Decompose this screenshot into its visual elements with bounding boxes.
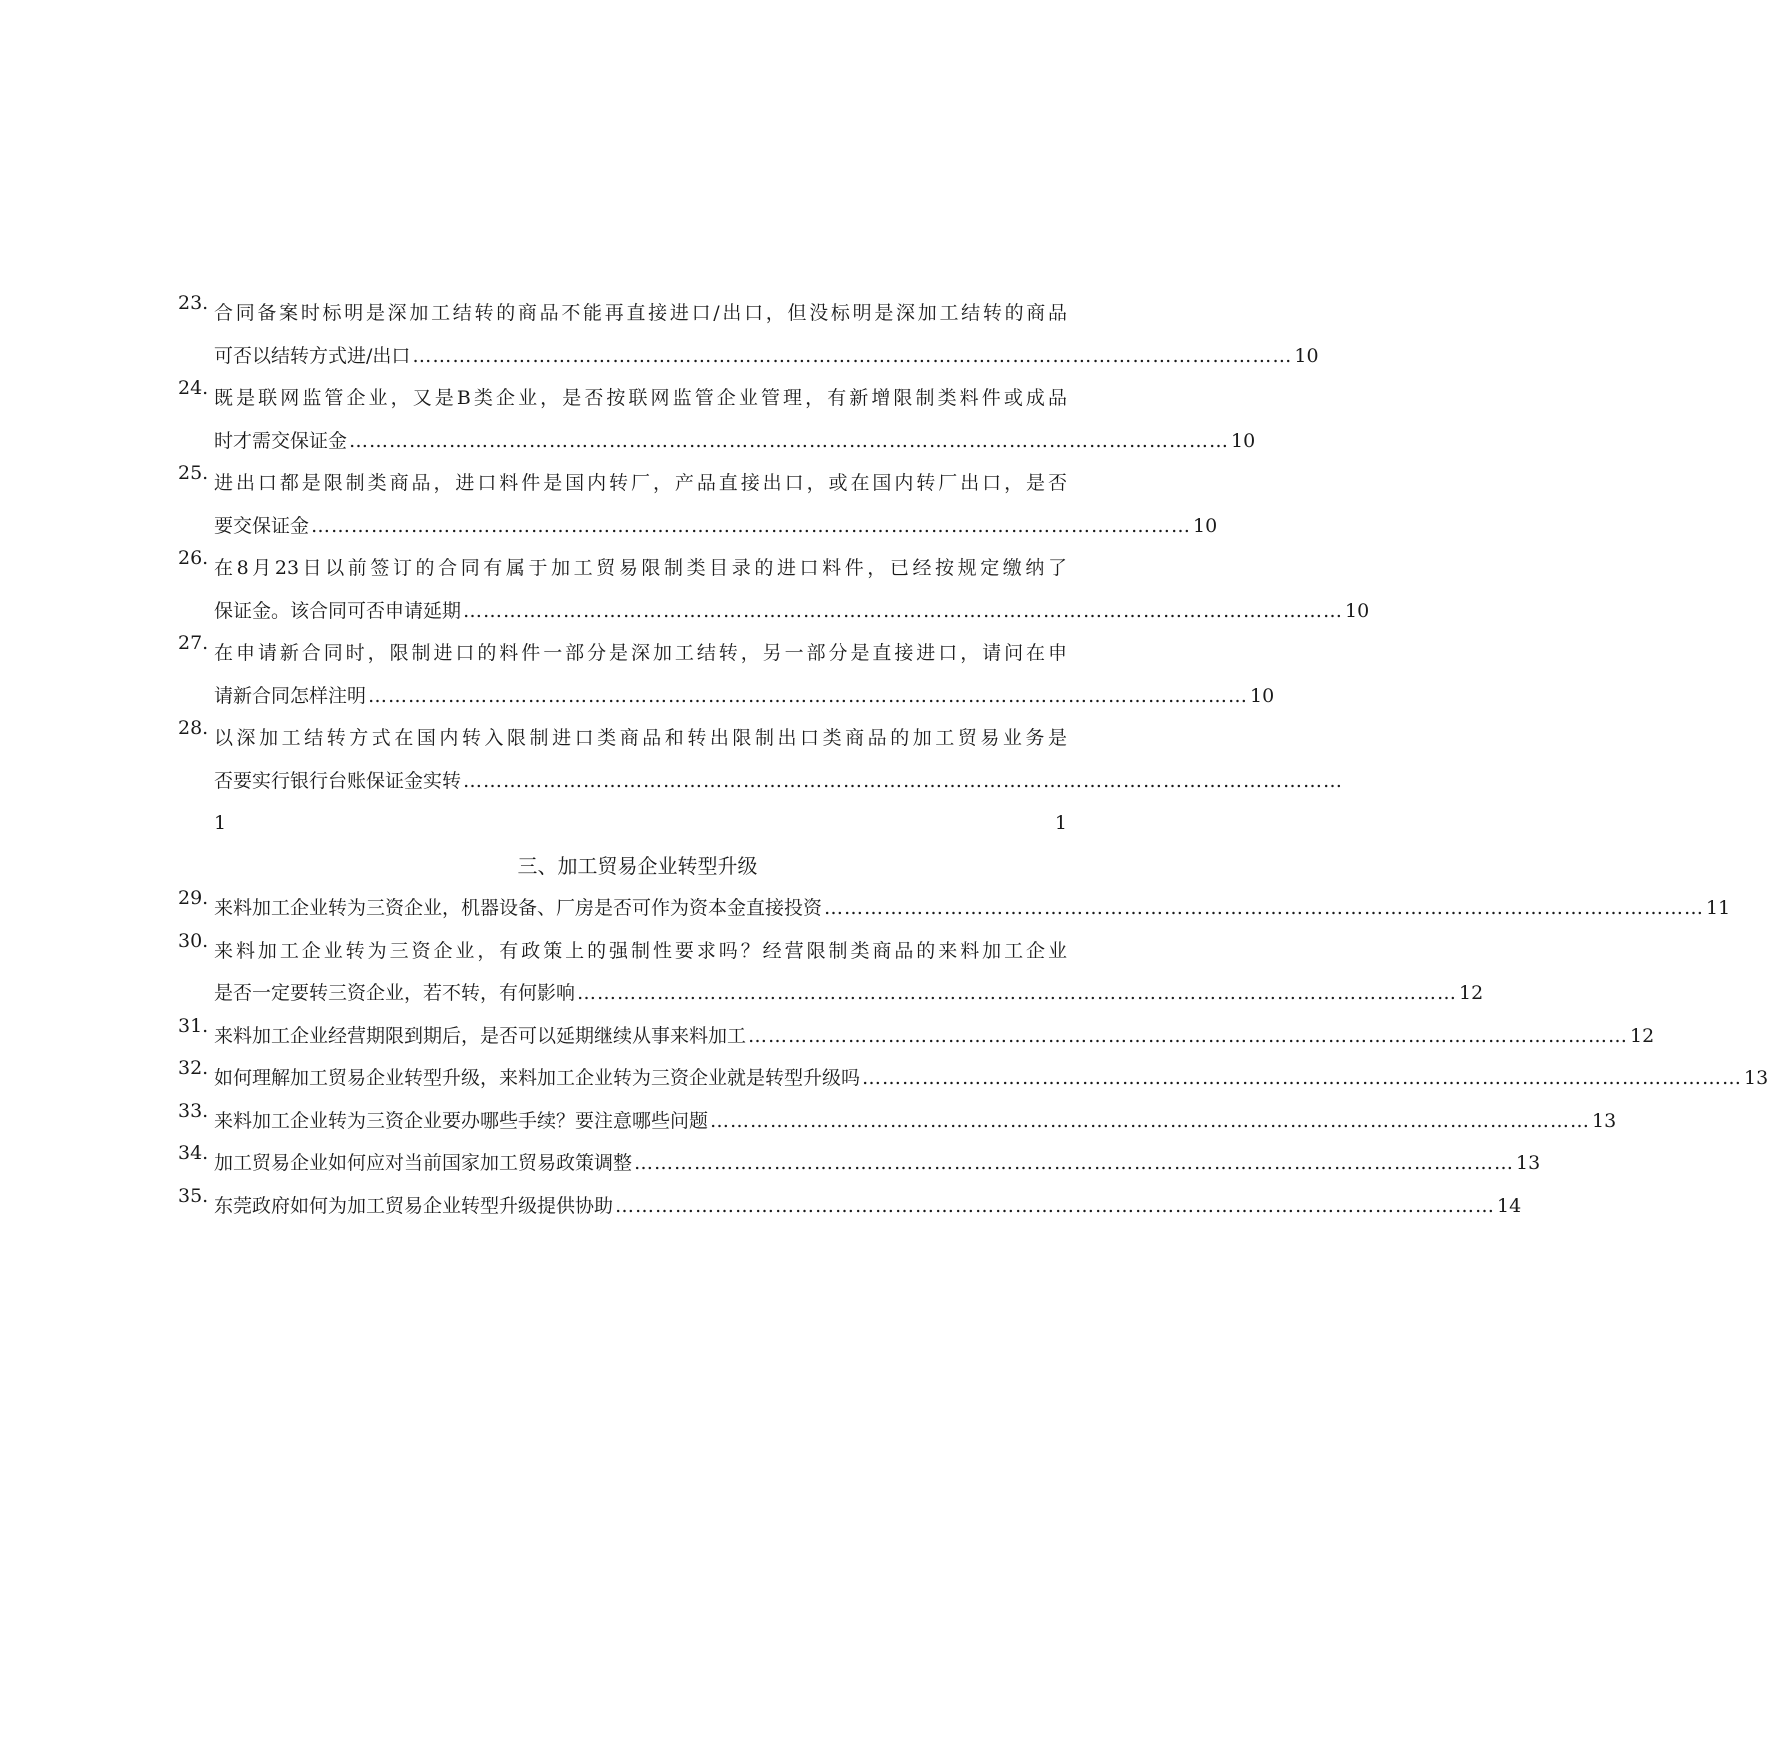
page-number: 12: [1459, 982, 1484, 1004]
entry-number: 35.: [178, 1184, 209, 1207]
toc-entry-31: [178, 1014, 1655, 1058]
entry-number: 26.: [178, 547, 209, 569]
dot-leader: ……………………………………………………………………………………………………………………: [463, 769, 1344, 792]
page-number: 14: [1497, 1194, 1522, 1217]
entry-number: 28.: [178, 717, 209, 739]
table-of-contents: [178, 292, 1768, 1227]
dot-leader: ……………………………………………………………………………………………………………………: [748, 1024, 1629, 1047]
entry-title-line: 来料加工企业经营期限到期后，是否可以延期继续从事来料加工: [214, 1024, 747, 1047]
dot-leader: ……………………………………………………………………………………………………………………: [412, 344, 1293, 367]
toc-entry-29: [178, 887, 1731, 930]
page-number: 11: [1706, 897, 1731, 919]
entry-title-line: 是否一定要转三资企业，若不转，有何影响: [214, 982, 576, 1004]
page-number: 10: [1193, 514, 1218, 537]
toc-entry-27: [178, 632, 1275, 717]
page-number: 10: [1345, 599, 1370, 622]
page-number: 13: [1516, 1152, 1541, 1174]
toc-entry-28: [178, 717, 1344, 845]
entry-title-line: 既是联网监管企业，又是B类企业，是否按联网监管企业管理，有新增限制类料件或成品: [214, 387, 1067, 409]
page-number-part: 1: [1054, 812, 1067, 834]
entry-number: 27.: [178, 632, 209, 654]
entry-number: 34.: [178, 1142, 209, 1164]
section-heading: 三、加工贸易企业转型升级: [517, 853, 758, 878]
toc-entry-35: [178, 1184, 1522, 1228]
entry-title-line: 在申请新合同时，限制进口的料件一部分是深加工结转，另一部分是直接进口，请问在申: [214, 642, 1067, 664]
dot-leader: ……………………………………………………………………………………………………………………: [824, 897, 1705, 919]
entry-title-line: 来料加工企业转为三资企业，机器设备、厂房是否可作为资本金直接投资: [214, 897, 823, 919]
dot-leader: ……………………………………………………………………………………………………………………: [368, 684, 1249, 707]
entry-title-line: 如何理解加工贸易企业转型升级，来料加工企业转为三资企业就是转型升级吗: [214, 1067, 861, 1089]
page-number: 13: [1592, 1109, 1617, 1132]
entry-number: 29.: [178, 887, 209, 909]
dot-leader: ……………………………………………………………………………………………………………………: [463, 599, 1344, 622]
toc-entry-32: [178, 1057, 1768, 1100]
entry-number: 24.: [178, 377, 209, 399]
entry-title-line: 加工贸易企业如何应对当前国家加工贸易政策调整: [214, 1152, 633, 1174]
entry-title-line: 时才需交保证金: [214, 429, 348, 452]
entry-number: 31.: [178, 1014, 209, 1037]
entry-title-line: 来料加工企业转为三资企业，有政策上的强制性要求吗？经营限制类商品的来料加工企业: [214, 939, 1067, 962]
toc-entry-33: [178, 1099, 1617, 1143]
toc-entry-34: [178, 1142, 1541, 1185]
entry-title-line: 要交保证金: [214, 514, 310, 537]
entry-title-line: 保证金。该合同可否申请延期: [214, 599, 462, 622]
page-number: 10: [1250, 684, 1275, 707]
entry-number: 25.: [178, 462, 209, 484]
dot-leader: ……………………………………………………………………………………………………………………: [577, 982, 1458, 1004]
page-number: 10: [1294, 344, 1319, 367]
entry-title-line: 来料加工企业转为三资企业要办哪些手续？要注意哪些问题: [214, 1109, 709, 1132]
dot-leader: ……………………………………………………………………………………………………………………: [349, 429, 1230, 452]
page-number: 10: [1231, 429, 1256, 452]
entry-title-line: 东莞政府如何为加工贸易企业转型升级提供协助: [214, 1194, 614, 1217]
dot-leader: ……………………………………………………………………………………………………………………: [615, 1194, 1496, 1217]
dot-leader: ……………………………………………………………………………………………………………………: [634, 1152, 1515, 1174]
entry-title-line: 合同备案时标明是深加工结转的商品不能再直接进口/出口，但没标明是深加工结转的商品: [214, 302, 1067, 324]
entry-number: 33.: [178, 1099, 209, 1122]
page-number: 12: [1630, 1024, 1655, 1047]
entry-number: 23.: [178, 292, 209, 314]
entry-title-line: 否要实行银行台账保证金实转: [214, 769, 462, 792]
wrapped-page-number: [214, 802, 1067, 845]
entry-number: 32.: [178, 1057, 209, 1079]
entry-title-line: 在8月23日以前签订的合同有属于加工贸易限制类目录的进口料件，已经按规定缴纳了: [214, 557, 1067, 579]
toc-entry-30: [178, 929, 1484, 1015]
entry-number: 30.: [178, 929, 209, 952]
toc-entry-25: [178, 462, 1218, 547]
dot-leader: ……………………………………………………………………………………………………………………: [311, 514, 1192, 537]
entry-title-line: 可否以结转方式进/出口: [214, 344, 411, 367]
toc-entry-26: [178, 547, 1370, 632]
dot-leader: ……………………………………………………………………………………………………………………: [710, 1109, 1591, 1132]
dot-leader: ……………………………………………………………………………………………………………………: [862, 1067, 1743, 1089]
toc-entry-23: [178, 292, 1319, 377]
entry-title-line: 以深加工结转方式在国内转入限制进口类商品和转出限制出口类商品的加工贸易业务是: [214, 727, 1067, 749]
toc-entry-24: [178, 377, 1256, 462]
entry-title-line: 请新合同怎样注明: [214, 684, 367, 707]
page-number: 13: [1744, 1067, 1768, 1089]
entry-title-line: 进出口都是限制类商品，进口料件是国内转厂，产品直接出口，或在国内转厂出口，是否: [214, 472, 1067, 494]
page-number-part: 1: [214, 812, 227, 834]
